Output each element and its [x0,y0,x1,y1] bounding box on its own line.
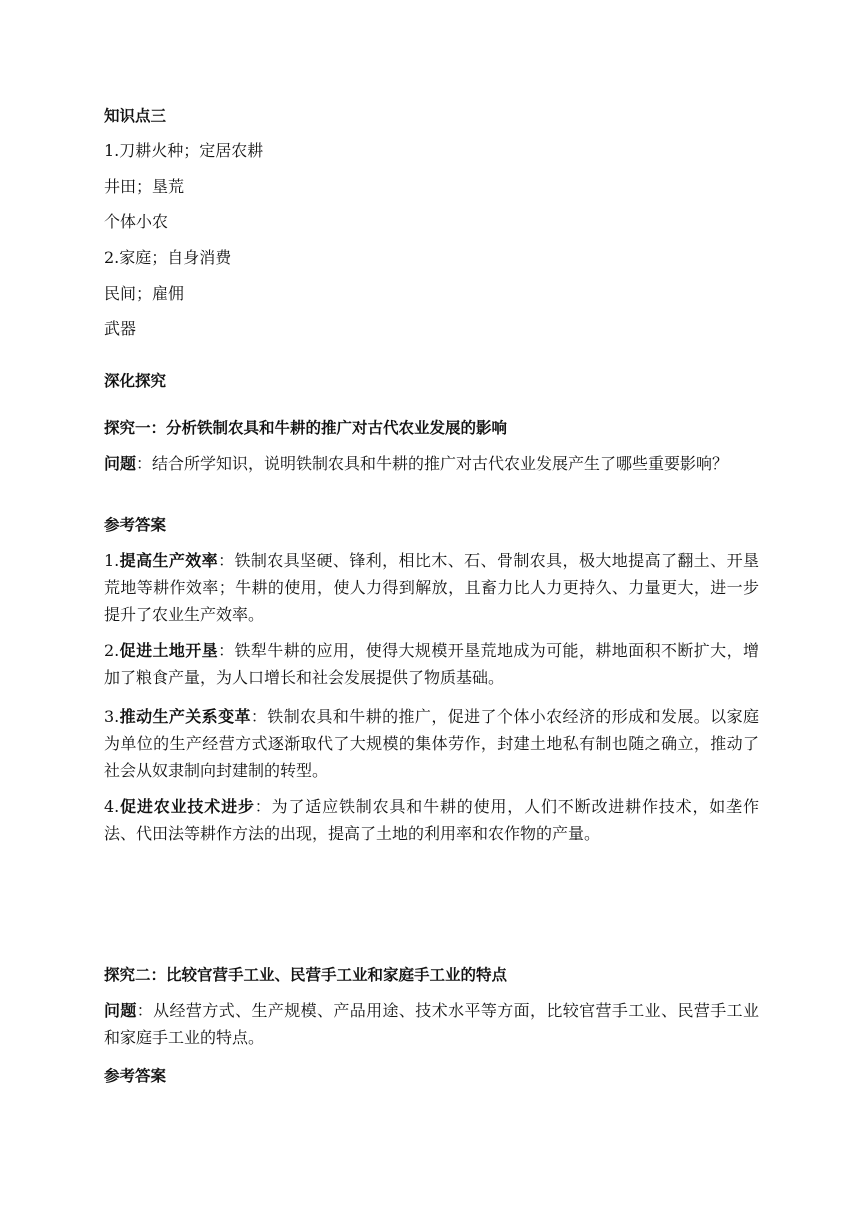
knowledge-line: 1.刀耕火种；定居农耕 [104,141,264,160]
explore-1-question [104,450,759,477]
explore-1-heading: 探究一：分析铁制农具和牛耕的推广对古代农业发展的影响 [104,419,508,437]
section-heading-deepen: 深化探究 [104,372,167,390]
question-label: 问题 [104,1001,137,1020]
question-text: ：结合所学知识，说明铁制农具和牛耕的推广对古代农业发展产生了哪些重要影响？ [136,454,729,473]
explore-2-heading: 探究二：比较官营手工业、民营手工业和家庭手工业的特点 [104,966,508,984]
point-number: 2. [104,641,120,660]
knowledge-line: 2.家庭；自身消费 [104,248,232,267]
knowledge-line: 井田；垦荒 [104,177,185,196]
answer-point [104,703,759,784]
point-number: 4. [104,797,120,816]
point-text: ：为了适应铁制农具和牛耕的使用，人们不断改进耕作技术，如垄作法、代田法等耕作方法的出现，提高了土地的利用率和农作物的产量。 [104,797,759,843]
point-title: 促进农业技术进步 [119,797,255,816]
answer-point [104,547,759,628]
point-title: 推动生产关系变革 [119,707,251,726]
point-text: ：铁犁牛耕的应用，使得大规模开垦荒地成为可能，耕地面积不断扩大，增加了粮食产量，为人口增长和社会发展提供了物质基础。 [104,641,759,687]
explore-2-question [104,997,759,1051]
point-number: 1. [104,551,120,570]
answer-point [104,793,759,847]
point-text: ：铁制农具和牛耕的推广，促进了个体小农经济的形成和发展。以家庭为单位的生产经营方式逐渐取代了大规模的集体劳作，封建土地私有制也随之确立，推动了社会从奴隶制向封建制的转型。 [104,707,759,780]
answer-point [104,637,759,691]
knowledge-line: 个体小农 [104,212,169,231]
section-heading-knowledge-3: 知识点三 [104,107,167,125]
question-text: ：从经营方式、生产规模、产品用途、技术水平等方面，比较官营手工业、民营手工业和家庭手工业的特点。 [104,1001,759,1047]
knowledge-line: 武器 [104,319,137,338]
point-text: ：铁制农具坚硬、锋利，相比木、石、骨制农具，极大地提高了翻土、开垦荒地等耕作效率；牛耕的使用，使人力得到解放，且畜力比人力更持久、力量更大，进一步提升了农业生产效率。 [104,551,759,624]
question-label: 问题 [104,454,137,473]
explore-2-answer-heading: 参考答案 [104,1067,167,1085]
point-number: 3. [104,707,120,726]
point-title: 提高生产效率 [119,551,219,570]
knowledge-line: 民间；雇佣 [104,284,185,303]
explore-1-answer-heading: 参考答案 [104,516,167,534]
point-title: 促进土地开垦 [119,641,219,660]
